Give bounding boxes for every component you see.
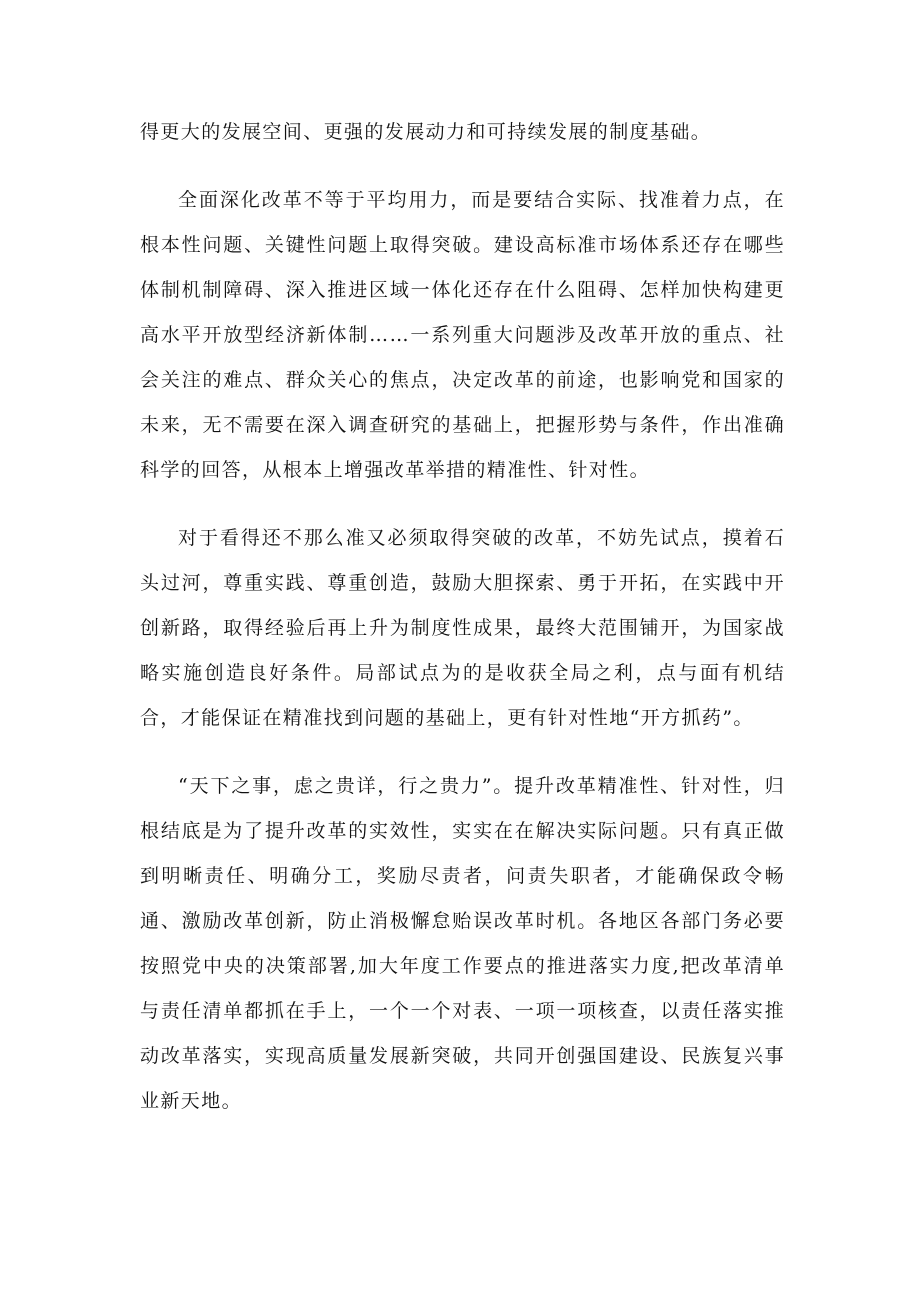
paragraph-deepen-reform: 全面深化改革不等于平均用力，而是要结合实际、找准着力点，在根本性问题、关键性问题上取得突破。建设高标准市场体系还存在哪些体制机制障碍、深入推进区域一体化还存在什么阻碍、怎样加快构建更高水平开放型经济新体制……一系列重大问题涉及改革开放的重点、社会关注的难点、群众关心的焦点，决定改革的前途，也影响党和国家的未来，无不需要在深入调查研究的基础上，把握形势与条件，作出准确科学的回答，从根本上增强改革举措的精准性、针对性。 <box>140 189 785 481</box>
paragraph-responsibility: “天下之事，虑之贵详，行之贵力”。提升改革精准性、针对性，归根结底是为了提升改革的实效性，实实在在解决实际问题。只有真正做到明晰责任、明确分工，奖励尽责者，问责失职者，才能确保政令畅通、激励改革创新，防止消极懈怠贻误改革时机。各地区各部门务必要按照党中央的决策部署,加大年度工作要点的推进落实力度,把改革清单与责任清单都抓在手上，一个一个对表、一项一项核查，以责任落实推动改革落实，实现高质量发展新突破，共同开创强国建设、民族复兴事业新天地。 <box>140 775 785 1112</box>
article-body <box>140 110 785 1147</box>
paragraph-continuation: 得更大的发展空间、更强的发展动力和可持续发展的制度基础。 <box>140 121 712 143</box>
paragraph-pilot-reform: 对于看得还不那么准又必须取得突破的改革，不妨先试点，摸着石头过河，尊重实践、尊重创造，鼓励大胆探索、勇于开拓，在实践中开创新路，取得经验后再上升为制度性成果，最终大范围铺开，为国家战略实施创造良好条件。局部试点为的是收获全局之利，点与面有机结合，才能保证在精准找到问题的基础上，更有针对性地“开方抓药”。 <box>140 527 785 729</box>
